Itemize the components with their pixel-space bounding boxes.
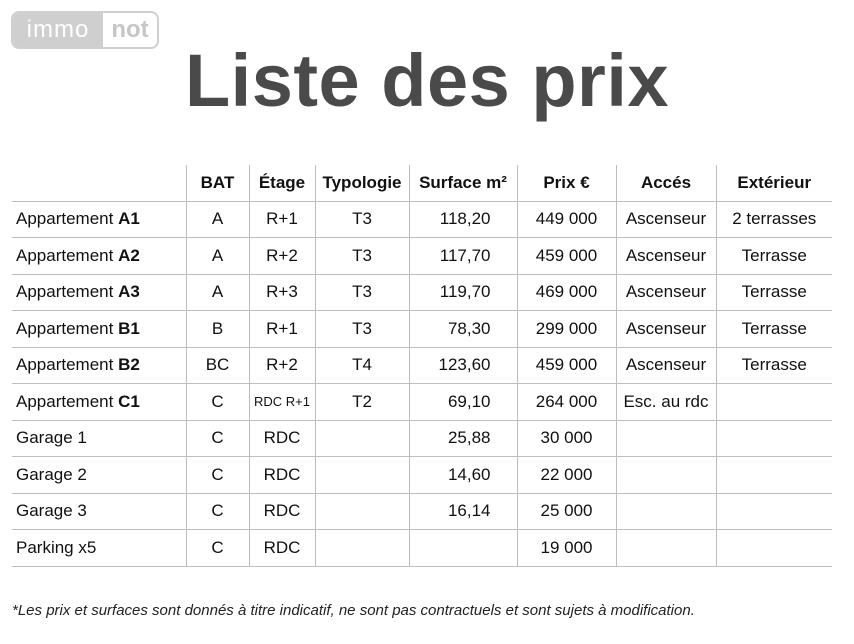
cell-prix: 469 000 <box>517 274 616 311</box>
name-prefix: Appartement <box>16 209 119 229</box>
watermark-left: immo <box>13 13 103 47</box>
table-row <box>12 238 832 275</box>
cell-typologie <box>315 420 409 457</box>
cell-typologie <box>315 530 409 567</box>
cell-prix: 19 000 <box>517 530 616 567</box>
cell-etage: R+2 <box>249 347 315 384</box>
cell-surface <box>409 530 517 567</box>
name-prefix: Appartement <box>16 318 119 338</box>
cell-surface: 25,88 <box>409 420 517 457</box>
cell-prix: 30 000 <box>517 420 616 457</box>
cell-prix: 459 000 <box>517 347 616 384</box>
cell-surface: 118,20 <box>409 201 517 238</box>
header-acces: Accés <box>616 165 716 201</box>
header-bat: BAT <box>186 165 249 201</box>
cell-surface: 16,14 <box>409 493 517 530</box>
cell-surface: 78,30 <box>409 311 517 348</box>
cell-exterieur: 2 terrasses <box>716 201 832 238</box>
cell-typologie <box>315 493 409 530</box>
cell-name <box>12 201 186 238</box>
cell-acces: Ascenseur <box>616 238 716 275</box>
cell-exterieur <box>716 530 832 567</box>
cell-name <box>12 347 186 384</box>
name-code: A1 <box>118 209 140 229</box>
cell-bat: A <box>186 238 249 275</box>
cell-etage: RDC <box>249 457 315 494</box>
cell-acces: Ascenseur <box>616 274 716 311</box>
header-prix: Prix € <box>517 165 616 201</box>
name-prefix: Parking x5 <box>16 537 97 557</box>
name-code: B2 <box>118 355 140 375</box>
cell-typologie: T3 <box>315 238 409 275</box>
cell-etage: R+3 <box>249 274 315 311</box>
header-typologie: Typologie <box>315 165 409 201</box>
name-prefix: Appartement <box>16 245 119 265</box>
table-row <box>12 530 832 567</box>
cell-surface: 123,60 <box>409 347 517 384</box>
cell-name <box>12 274 186 311</box>
page-title: Liste des prix <box>184 39 670 122</box>
cell-acces: Ascenseur <box>616 311 716 348</box>
cell-surface: 14,60 <box>409 457 517 494</box>
cell-etage: R+1 <box>249 201 315 238</box>
cell-etage: R+1 <box>249 311 315 348</box>
cell-etage: RDC <box>249 420 315 457</box>
cell-name <box>12 311 186 348</box>
cell-name <box>12 238 186 275</box>
cell-acces: Ascenseur <box>616 201 716 238</box>
cell-surface: 119,70 <box>409 274 517 311</box>
name-code: A2 <box>118 245 140 265</box>
table-row <box>12 347 832 384</box>
header-exterieur: Extérieur <box>716 165 832 201</box>
name-prefix: Appartement <box>16 391 119 411</box>
cell-surface: 69,10 <box>409 384 517 421</box>
cell-acces <box>616 493 716 530</box>
cell-exterieur <box>716 493 832 530</box>
name-prefix: Garage 2 <box>16 464 87 484</box>
cell-prix: 25 000 <box>517 493 616 530</box>
header-surface: Surface m² <box>409 165 517 201</box>
table-row <box>12 274 832 311</box>
table-row <box>12 311 832 348</box>
name-code: B1 <box>118 318 140 338</box>
cell-acces <box>616 530 716 567</box>
name-prefix: Garage 3 <box>16 501 87 521</box>
cell-exterieur <box>716 384 832 421</box>
cell-typologie: T2 <box>315 384 409 421</box>
cell-typologie: T3 <box>315 311 409 348</box>
cell-bat: C <box>186 384 249 421</box>
cell-bat: BC <box>186 347 249 384</box>
cell-exterieur <box>716 457 832 494</box>
cell-typologie: T3 <box>315 201 409 238</box>
header-etage: Étage <box>249 165 315 201</box>
table-row <box>12 493 832 530</box>
cell-bat: C <box>186 420 249 457</box>
cell-prix: 264 000 <box>517 384 616 421</box>
cell-acces <box>616 420 716 457</box>
cell-name <box>12 384 186 421</box>
cell-acces: Esc. au rdc <box>616 384 716 421</box>
cell-typologie: T3 <box>315 274 409 311</box>
name-prefix: Garage 1 <box>16 428 87 448</box>
cell-bat: A <box>186 201 249 238</box>
name-prefix: Appartement <box>16 355 119 375</box>
cell-bat: C <box>186 493 249 530</box>
cell-prix: 459 000 <box>517 238 616 275</box>
cell-bat: A <box>186 274 249 311</box>
cell-acces <box>616 457 716 494</box>
cell-typologie: T4 <box>315 347 409 384</box>
table-row <box>12 457 832 494</box>
cell-name <box>12 493 186 530</box>
footnote: *Les prix et surfaces sont donnés à titre indicatif, ne sont pas contractuels et sont sujets à modification. <box>12 602 695 619</box>
name-code: A3 <box>118 282 140 302</box>
cell-name <box>12 420 186 457</box>
cell-exterieur: Terrasse <box>716 311 832 348</box>
cell-prix: 449 000 <box>517 201 616 238</box>
name-prefix: Appartement <box>16 282 119 302</box>
table-row <box>12 201 832 238</box>
table-row <box>12 420 832 457</box>
cell-etage: RDC <box>249 493 315 530</box>
cell-acces: Ascenseur <box>616 347 716 384</box>
cell-etage: RDC <box>249 530 315 567</box>
name-code: C1 <box>118 391 140 411</box>
cell-name <box>12 457 186 494</box>
cell-typologie <box>315 457 409 494</box>
table-row <box>12 384 832 421</box>
price-table <box>12 165 832 567</box>
cell-etage: R+2 <box>249 238 315 275</box>
watermark-right: not <box>111 16 149 43</box>
cell-prix: 299 000 <box>517 311 616 348</box>
cell-exterieur: Terrasse <box>716 238 832 275</box>
cell-exterieur: Terrasse <box>716 274 832 311</box>
cell-exterieur: Terrasse <box>716 347 832 384</box>
cell-bat: C <box>186 530 249 567</box>
cell-name <box>12 530 186 567</box>
cell-surface: 117,70 <box>409 238 517 275</box>
cell-exterieur <box>716 420 832 457</box>
cell-bat: B <box>186 311 249 348</box>
header-empty <box>12 165 186 201</box>
cell-bat: C <box>186 457 249 494</box>
cell-etage: RDC R+1 <box>249 384 315 421</box>
table-header-row <box>12 165 832 201</box>
cell-prix: 22 000 <box>517 457 616 494</box>
